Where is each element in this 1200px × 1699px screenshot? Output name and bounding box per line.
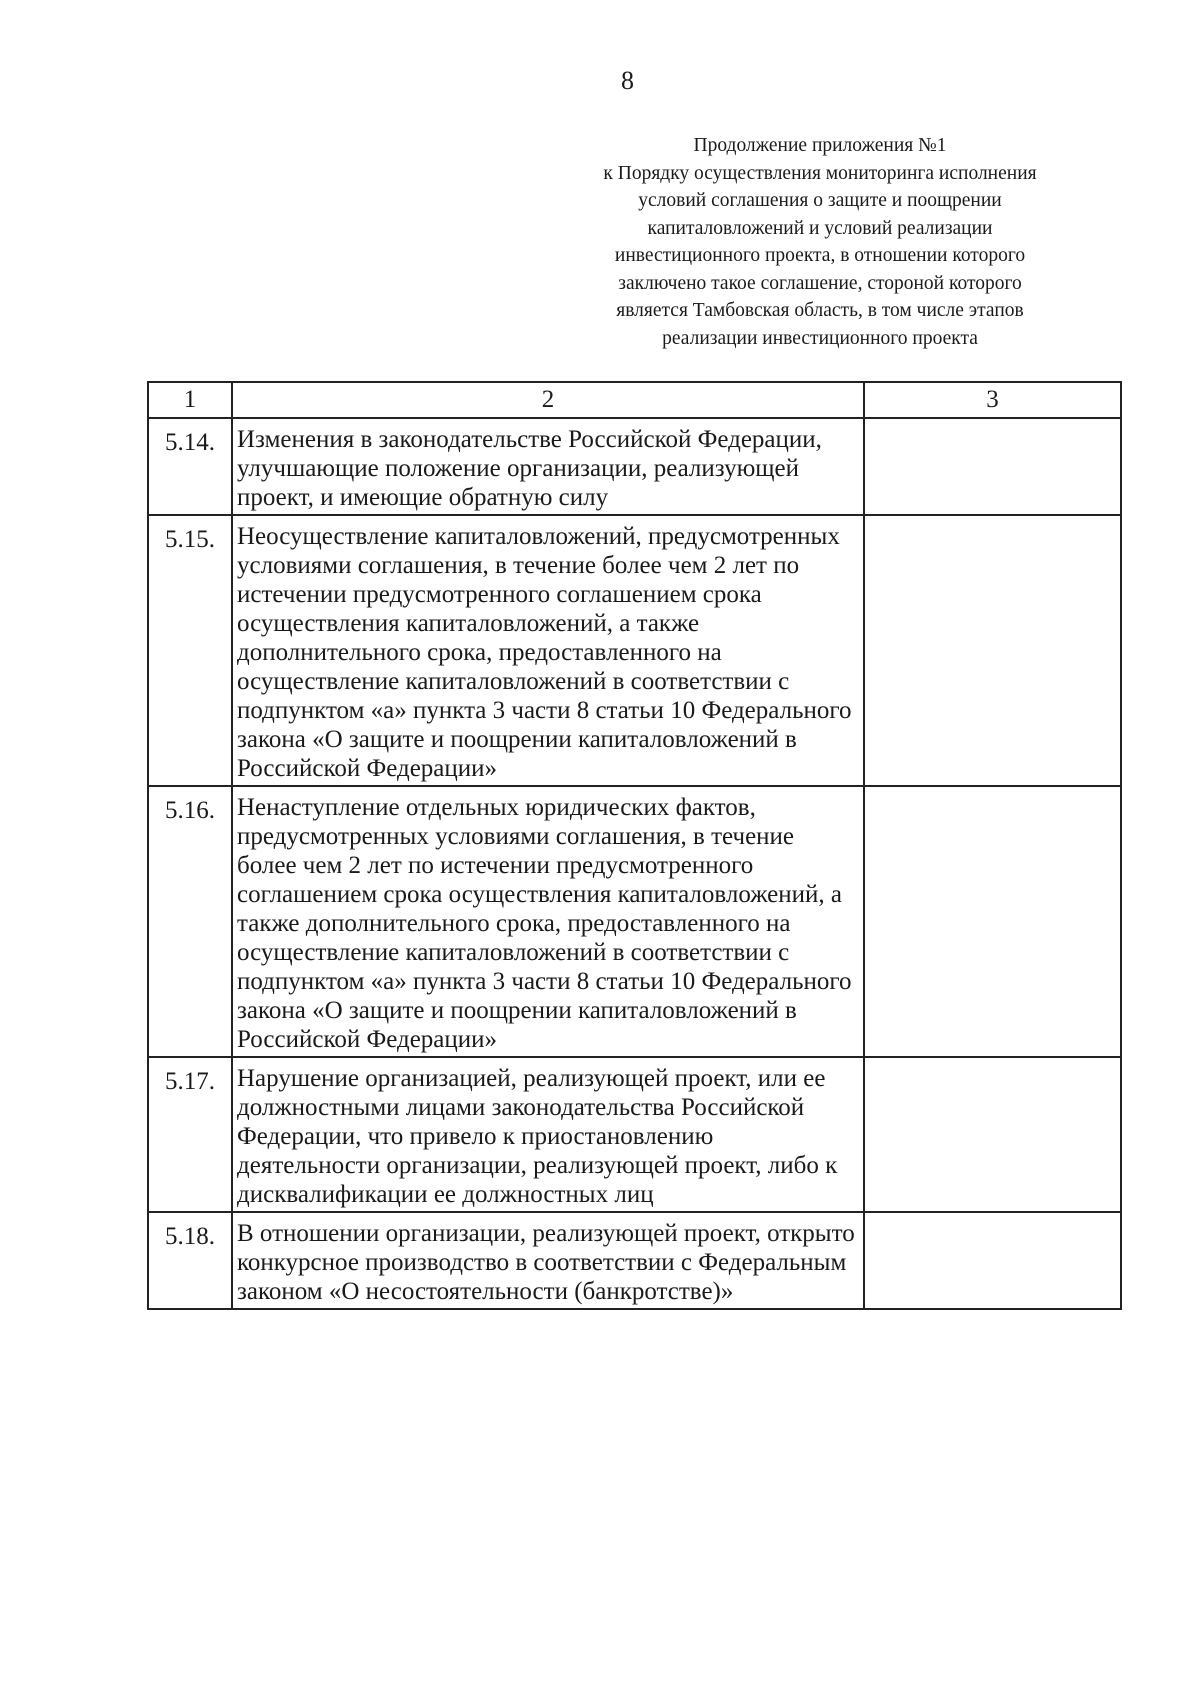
row-number: 5.16.: [148, 786, 232, 1057]
row-column-3: [864, 515, 1121, 786]
table-row: [148, 786, 1121, 1057]
row-number: 5.14.: [148, 418, 232, 515]
row-number: 5.18.: [148, 1212, 232, 1309]
row-column-3: [864, 1212, 1121, 1309]
appendix-header-line: Продолжение приложения №1: [693, 135, 947, 156]
row-number: 5.17.: [148, 1057, 232, 1212]
column-header-description: 2: [232, 382, 864, 418]
row-description: Нарушение организацией, реализующей проект, или ее должностными лицами законодательства Российской Федерации, что привело к приостановлению деятельности организации, реализующей проект, либо к дисквалификации ее должностных лиц: [232, 1057, 864, 1212]
table-row: [148, 515, 1121, 786]
row-description: В отношении организации, реализующей проект, открыто конкурсное производство в соответствии с Федеральным законом «О несостоятельности (банкротстве)»: [232, 1212, 864, 1309]
table-row: [148, 1057, 1121, 1212]
row-column-3: [864, 1057, 1121, 1212]
column-header-number: 1: [148, 382, 232, 418]
row-number: 5.15.: [148, 515, 232, 786]
row-column-3: [864, 786, 1121, 1057]
appendix-header-line: заключено такое соглашение, стороной которого: [618, 272, 1022, 294]
items-table: [147, 381, 1122, 1310]
page-number: 8: [621, 66, 634, 95]
row-description: Неосуществление капиталовложений, предусмотренных условиями соглашения, в течение более чем 2 лет по истечении предусмотренного соглашением срока осуществления капиталовложений, а также дополнительного срока, предоставленного на осуществление капиталовложений в соответствии с подпунктом «а» пункта 3 части 8 статьи 10 Федерального закона «О защите и поощрении капиталовложений в Российской Федерации»: [232, 515, 864, 786]
appendix-header-line: условий соглашения о защите и поощрении: [638, 190, 1002, 211]
appendix-header-line: инвестиционного проекта, в отношении которого: [614, 245, 1026, 266]
table-row: [148, 1212, 1121, 1309]
appendix-header-line: к Порядку осуществления мониторинга исполнения: [603, 162, 1037, 184]
appendix-header-line: реализации инвестиционного проекта: [662, 327, 978, 349]
appendix-header: [530, 132, 1110, 352]
row-description: Ненаступление отдельных юридических фактов, предусмотренных условиями соглашения, в течение более чем 2 лет по истечении предусмотренного соглашением срока осуществления капиталовложений, а также дополнительного срока, предоставленного на осуществление капиталовложений в соответствии с подпунктом «а» пункта 3 части 8 статьи 10 Федерального закона «О защите и поощрении капиталовложений в Российской Федерации»: [232, 786, 864, 1057]
appendix-header-line: является Тамбовская область, в том числе этапов: [616, 300, 1024, 321]
table-header-row: [148, 382, 1121, 418]
table-row: [148, 418, 1121, 515]
row-description: Изменения в законодательстве Российской Федерации, улучшающие положение организации, реализующей проект, и имеющие обратную силу: [232, 418, 864, 515]
column-header-3: 3: [864, 382, 1121, 418]
appendix-header-line: капиталовложений и условий реализации: [647, 217, 993, 239]
row-column-3: [864, 418, 1121, 515]
